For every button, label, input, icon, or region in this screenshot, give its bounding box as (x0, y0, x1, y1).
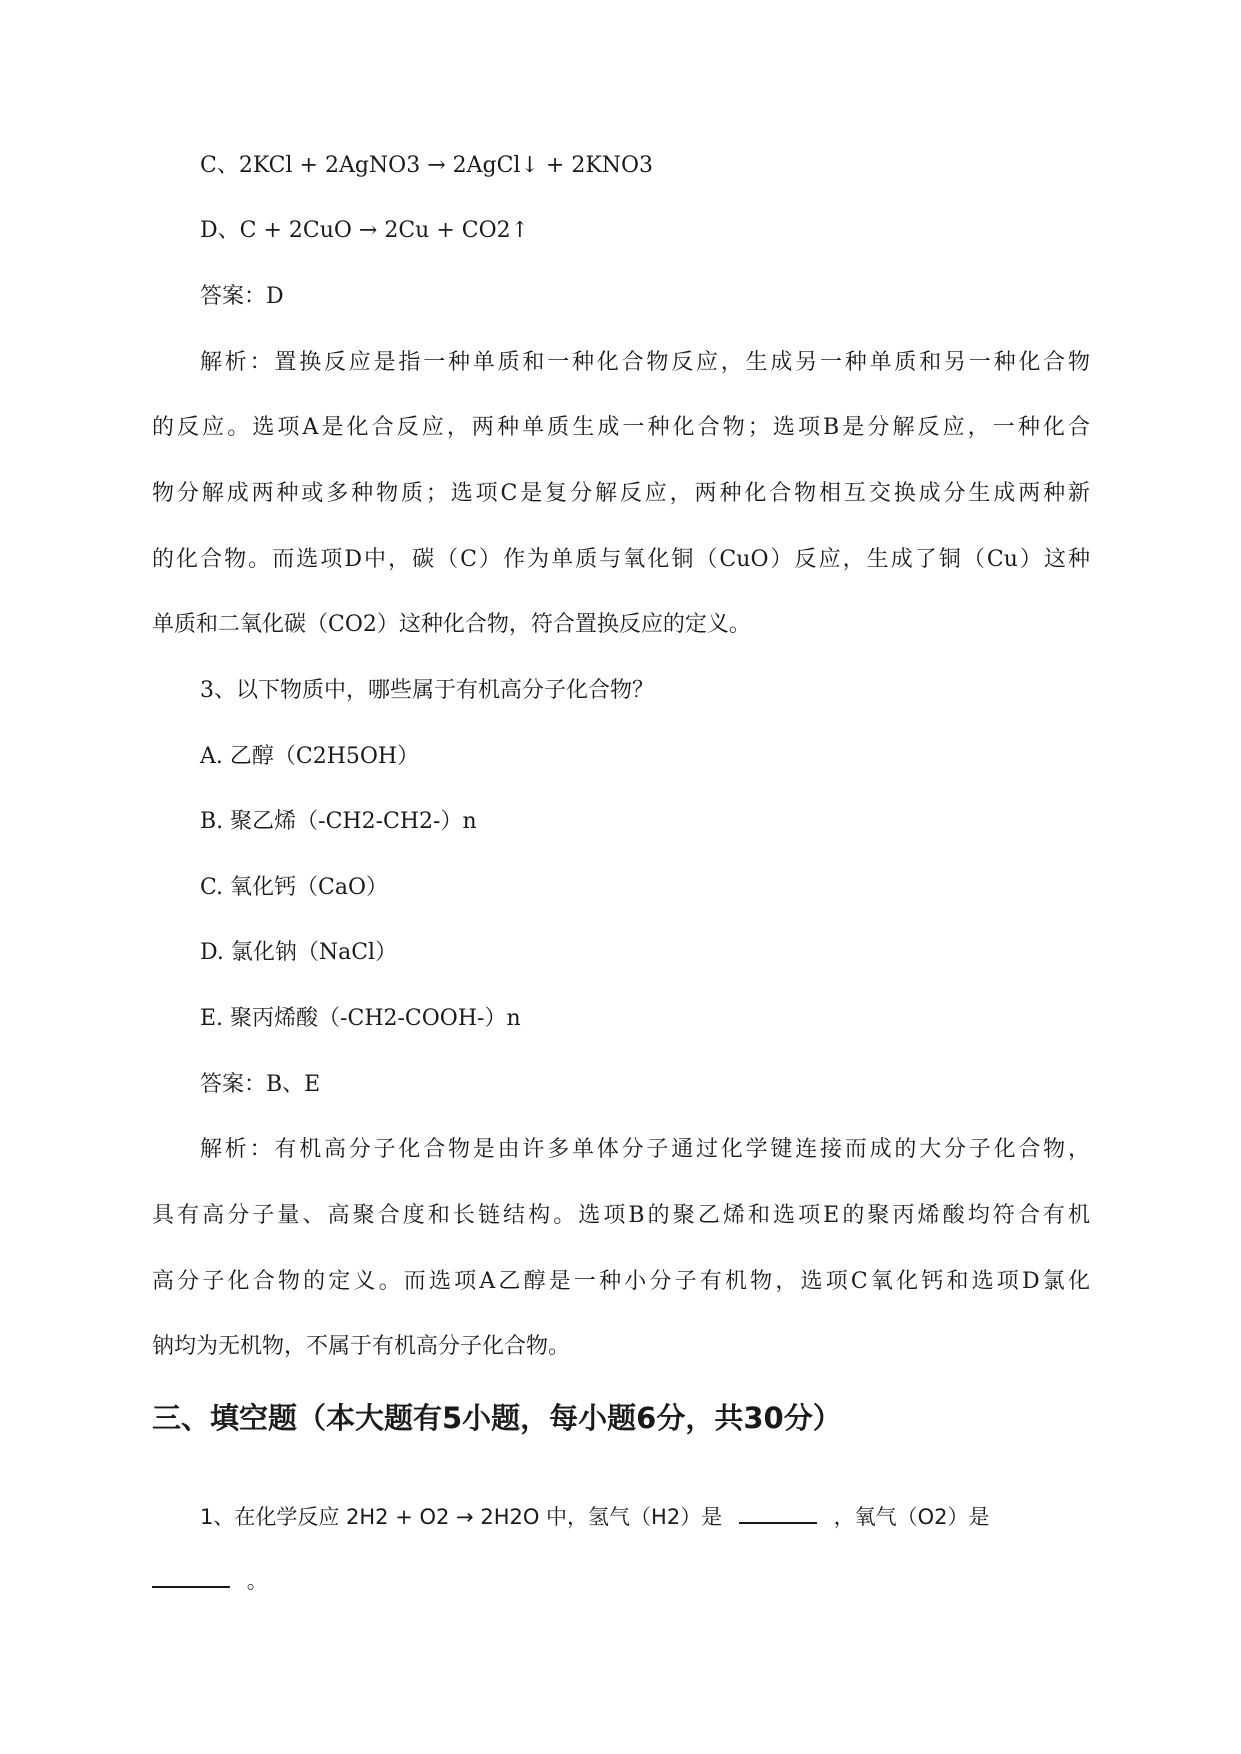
q2-option-d: D、C + 2CuO → 2Cu + CO2↑ (200, 218, 530, 243)
fill-blank-2[interactable] (152, 1564, 230, 1588)
q3-option-c: C. 氧化钙（CaO） (200, 875, 389, 900)
q3-option-d: D. 氯化钠（NaCl） (200, 940, 398, 965)
fill-q1-text-1: 1、在化学反应 2H2 + O2 → 2H2O 中，氢气（H2）是 (200, 1505, 723, 1529)
fill-q1-end: 。 (246, 1569, 268, 1593)
q3-analysis-line-3: 高分子化合物的定义。而选项A乙醇是一种小分子有机物，选项C氧化钙和选项D氯化 (152, 1269, 1090, 1294)
q3-answer: 答案：B、E (200, 1072, 321, 1097)
q2-analysis-line-3: 物分解成两种或多种物质；选项C是复分解反应，两种化合物相互交换成分生成两种新 (152, 481, 1090, 506)
q3-analysis-line-1: 解析：有机高分子化合物是由许多单体分子通过化学键连接而成的大分子化合物， (200, 1137, 1090, 1162)
fill-q1-text-2: ，氧气（O2）是 (833, 1505, 990, 1529)
q2-analysis-line-2: 的反应。选项A是化合反应，两种单质生成一种化合物；选项B是分解反应，一种化合 (152, 415, 1090, 440)
q2-answer: 答案：D (200, 284, 284, 309)
q2-analysis-line-4: 的化合物。而选项D中，碳（C）作为单质与氧化铜（CuO）反应，生成了铜（Cu）这种 (152, 547, 1090, 572)
fill-q1-line-2 (152, 1564, 268, 1596)
q3-question: 3、以下物质中，哪些属于有机高分子化合物？ (200, 678, 654, 703)
q3-option-b: B. 聚乙烯（-CH2-CH2-）n (200, 809, 477, 834)
q3-analysis-line-4: 钠均为无机物，不属于有机高分子化合物。 (152, 1334, 571, 1359)
q2-analysis-line-5: 单质和二氧化碳（CO2）这种化合物，符合置换反应的定义。 (152, 612, 751, 637)
q3-analysis-line-2: 具有高分子量、高聚合度和长链结构。选项B的聚乙烯和选项E的聚丙烯酸均符合有机 (152, 1203, 1090, 1228)
q2-analysis-line-1: 解析：置换反应是指一种单质和一种化合物反应，生成另一种单质和另一种化合物 (200, 350, 1090, 375)
fill-blank-1[interactable] (739, 1500, 817, 1524)
fill-q1-line-1 (200, 1500, 989, 1532)
q3-option-a: A. 乙醇（C2H5OH） (200, 744, 420, 769)
q3-option-e: E. 聚丙烯酸（-CH2-COOH-）n (200, 1006, 521, 1031)
section-heading: 三、填空题（本大题有5小题，每小题6分，共30分） (152, 1401, 842, 1435)
q2-option-c: C、2KCl + 2AgNO3 → 2AgCl↓ + 2KNO3 (200, 153, 654, 178)
